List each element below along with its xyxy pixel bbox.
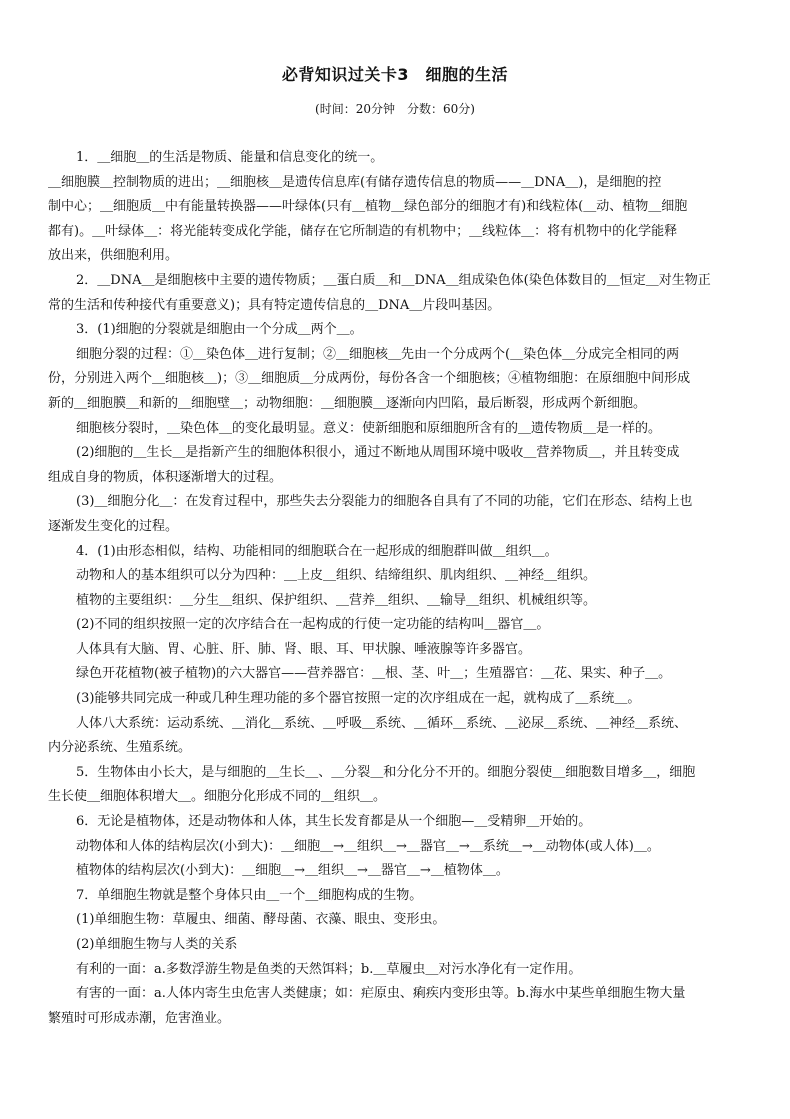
text-line: 有害的一面：a.人体内寄生虫危害人类健康；如：疟原虫、痢疾内变形虫等。b.海水中某些单细胞生物大量	[76, 986, 686, 1002]
text-line: 都有)。＿叶绿体＿：将光能转变成化学能，储存在它所制造的有机物中；＿线粒体＿：将有机物中的化学能释	[48, 223, 678, 239]
text-line: 人体具有大脑、胃、心脏、肝、肺、肾、眼、耳、甲状腺、唾液腺等许多器官。	[76, 641, 532, 657]
text-line: 细胞核分裂时，＿染色体＿的变化最明显。意义：使新细胞和原细胞所含有的＿遗传物质＿是一样的。	[76, 420, 662, 436]
text-line: 组成自身的物质，体积逐渐增大的过程。	[48, 469, 283, 485]
text-line: 有利的一面：a.多数浮游生物是鱼类的天然饵料；b.＿草履虫＿对污水净化有一定作用。	[76, 961, 582, 977]
text-line: (1)单细胞生物：草履虫、细菌、酵母菌、衣藻、眼虫、变形虫。	[76, 912, 446, 928]
text-line: 新的＿细胞膜＿和新的＿细胞壁＿；动物细胞：＿细胞膜＿逐渐向内凹陷，最后断裂，形成两个新细胞。	[48, 395, 647, 411]
text-line: 动物和人的基本组织可以分为四种：＿上皮＿组织、结缔组织、肌肉组织、＿神经＿组织。	[76, 568, 597, 584]
text-line: 生长使＿细胞体积增大＿。细胞分化形成不同的＿组织＿。	[48, 789, 387, 805]
text-line: ＿细胞膜＿控制物质的进出；＿细胞核＿是遗传信息库(有储存遗传信息的物质——＿DNA＿)，是细胞的控	[48, 174, 662, 190]
text-line: 繁殖时可形成赤潮，危害渔业。	[48, 1010, 231, 1026]
text-line: 常的生活和传种接代有重要意义)；具有特定遗传信息的＿DNA＿片段叫基因。	[48, 297, 501, 313]
text-line: 动物体和人体的结构层次(小到大)：＿细胞＿→＿组织＿→＿器官＿→＿系统＿→＿动物体(或人体)＿。	[76, 838, 660, 854]
text-line: (3)＿细胞分化＿：在发育过程中，那些失去分裂能力的细胞各自具有了不同的功能，它们在形态、结构上也	[76, 494, 693, 510]
text-line: (2)单细胞生物与人类的关系	[76, 937, 238, 952]
page-title: 必背知识过关卡3 细胞的生活	[281, 65, 509, 84]
text-line: 3．(1)细胞的分裂就是细胞由一个分成＿两个＿。	[76, 322, 363, 338]
text-line: (2)细胞的＿生长＿是指新产生的细胞体积很小，通过不断地从周围环境中吸收＿营养物质＿，并且转变成	[76, 445, 680, 461]
page-subtitle: (时间：20分钟 分数：60分)	[315, 102, 475, 116]
text-line: 放出来，供细胞利用。	[48, 248, 179, 264]
document-body	[48, 146, 766, 1031]
text-line: 植物的主要组织：＿分生＿组织、保护组织、＿营养＿组织、＿输导＿组织、机械组织等。	[76, 592, 597, 608]
text-line: 6．无论是植物体，还是动物体和人体，其生长发育都是从一个细胞—＿受精卵＿开始的。	[76, 814, 592, 830]
text-line: 绿色开花植物(被子植物)的六大器官——营养器官：＿根、茎、叶＿；生殖器官：＿花、果实、种子＿。	[76, 666, 672, 682]
text-line: 制中心；＿细胞质＿中有能量转换器——叶绿体(只有＿植物＿绿色部分的细胞才有)和线粒体(＿动、植物＿细胞	[48, 199, 688, 215]
text-line: (3)能够共同完成一种或几种生理功能的多个器官按照一定的次序组成在一起，就构成了＿系统＿。	[76, 691, 641, 707]
text-line: 1．＿细胞＿的生活是物质、能量和信息变化的统一。	[76, 150, 384, 165]
text-line: (2)不同的组织按照一定的次序结合在一起构成的行使一定功能的结构叫＿器官＿。	[76, 617, 550, 633]
text-line: 4．(1)由形态相似，结构、功能相同的细胞联合在一起形成的细胞群叫做＿组织＿。	[76, 543, 558, 559]
text-line: 逐渐发生变化的过程。	[48, 518, 179, 534]
text-line: 细胞分裂的过程：①＿染色体＿进行复制；②＿细胞核＿先由一个分成两个(＿染色体＿分成完全相同的两	[76, 346, 680, 362]
text-line: 内分泌系统、生殖系统。	[48, 740, 192, 756]
text-line: 植物体的结构层次(小到大)：＿细胞＿→＿组织＿→＿器官＿→＿植物体＿。	[76, 863, 509, 879]
text-line: 人体八大系统：运动系统、＿消化＿系统、＿呼吸＿系统、＿循环＿系统、＿泌尿＿系统、＿神经＿系统、	[76, 715, 688, 731]
text-line: 7．单细胞生物就是整个身体只由＿一个＿细胞构成的生物。	[76, 887, 423, 903]
text-line: 2．＿DNA＿是细胞核中主要的遗传物质；＿蛋白质＿和＿DNA＿组成染色体(染色体数目的＿恒定＿对生物正	[76, 272, 711, 288]
text-line: 5．生物体由小长大，是与细胞的＿生长＿、＿分裂＿和分化分不开的。细胞分裂使＿细胞数目增多＿，细胞	[76, 764, 696, 780]
text-line: 份，分别进入两个＿细胞核＿)；③＿细胞质＿分成两份，每份各含一个细胞核；④植物细胞：在原细胞中间形成	[48, 371, 691, 387]
